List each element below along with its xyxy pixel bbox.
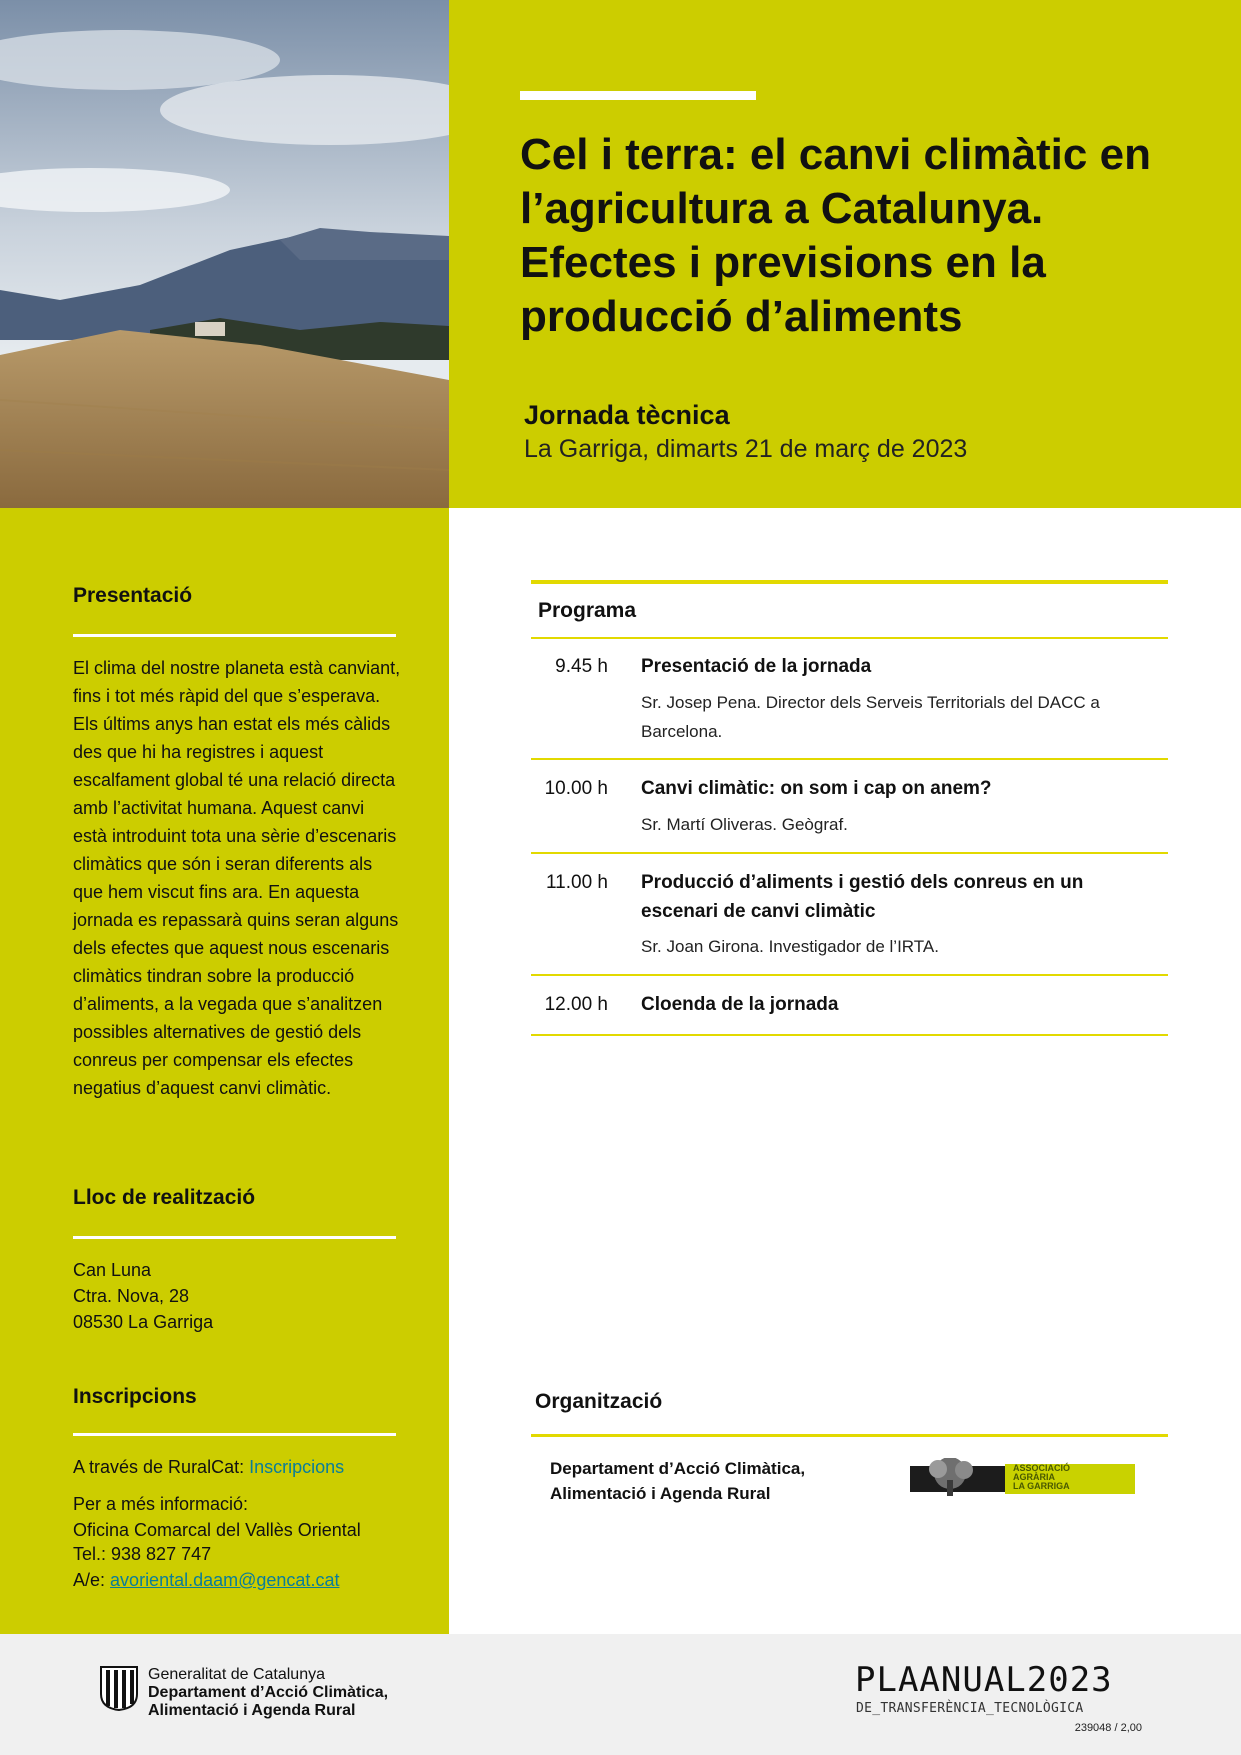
assoc-line-3: LA GARRIGA bbox=[1013, 1481, 1070, 1491]
info-office: Oficina Comarcal del Vallès Oriental bbox=[73, 1520, 361, 1540]
inscripcions-heading: Inscripcions bbox=[73, 1385, 197, 1408]
info-label: Per a més informació: bbox=[73, 1494, 249, 1514]
gen-line-3: Alimentació i Agenda Rural bbox=[148, 1702, 356, 1719]
program-divider-2 bbox=[531, 852, 1168, 854]
info-tel: Tel.: 938 827 747 bbox=[73, 1544, 212, 1564]
inscripcions-via-prefix: A través de RuralCat: bbox=[73, 1457, 245, 1477]
program-item-1-time: 9.45 h bbox=[555, 656, 608, 677]
programa-heading: Programa bbox=[538, 599, 637, 622]
generalitat-text bbox=[148, 1666, 388, 1720]
lloc-heading: Lloc de realització bbox=[73, 1186, 256, 1209]
document-code: 239048 / 2,00 bbox=[1074, 1722, 1142, 1734]
program-item-1-speaker: Sr. Josep Pena. Director dels Serveis Territorials del DACC a Barcelona. bbox=[641, 693, 1100, 741]
program-item-4-time: 12.00 h bbox=[544, 994, 608, 1015]
event-title: Cel i terra: el canvi climàtic en l’agricultura a Catalunya. Efectes i previsions en la producció d’aliments bbox=[520, 130, 1151, 341]
program-item-3-time: 11.00 h bbox=[546, 872, 608, 893]
title-accent-bar bbox=[520, 91, 756, 100]
inscripcions-link[interactable]: Inscripcions bbox=[249, 1457, 345, 1477]
programa-top-rule bbox=[531, 580, 1168, 584]
info-email-link[interactable]: avoriental.daam@gencat.cat bbox=[110, 1570, 340, 1590]
info-email-prefix: A/e: bbox=[73, 1570, 106, 1590]
lloc-line-1: Can Luna bbox=[73, 1260, 152, 1280]
inscripcions-rule bbox=[73, 1433, 396, 1436]
info-email-line bbox=[73, 1566, 339, 1594]
assoc-line-2: AGRÀRIA bbox=[1013, 1472, 1055, 1482]
generalitat-logo-icon bbox=[98, 1664, 140, 1712]
program-bottom-rule bbox=[531, 1034, 1168, 1036]
assoc-line-1: ASSOCIACIÓ bbox=[1013, 1463, 1071, 1473]
event-date-line: La Garriga, dimarts 21 de març de 2023 bbox=[524, 435, 968, 463]
program-item-1-title: Presentació de la jornada bbox=[641, 656, 872, 677]
organitzacio-department: Departament d’Acció Climàtica, Alimentació i Agenda Rural bbox=[550, 1459, 806, 1503]
organitzacio-heading: Organització bbox=[535, 1390, 663, 1413]
gen-line-1: Generalitat de Catalunya bbox=[148, 1666, 325, 1683]
hero-landscape-image bbox=[0, 0, 449, 508]
plan-anual-subtitle: DE_TRANSFERÈNCIA_TECNOLÒGICA bbox=[856, 1701, 1084, 1716]
presentacio-rule bbox=[73, 634, 396, 637]
presentacio-heading: Presentació bbox=[73, 584, 193, 607]
program-item-3-title: Producció d’aliments i gestió dels conreus en un escenari de canvi climàtic bbox=[641, 872, 1084, 922]
event-subtitle: Jornada tècnica bbox=[524, 400, 730, 430]
program-item-3-speaker: Sr. Joan Girona. Investigador de l’IRTA. bbox=[641, 937, 939, 956]
plan-anual-title: PLAANUAL2023 bbox=[855, 1660, 1113, 1700]
presentacio-body: El clima del nostre planeta està canviant, fins i tot més ràpid del que s’esperava. Els últims anys han estat els més càlids des que hi ha registres i aquest escalfament global té una relació directa amb l’activitat humana. Aquest canvi està introduint tota una sèrie d’escenaris climàtics que són i seran diferents als que hem viscut fins ara. En aquesta jornada es repassarà quins seran alguns dels efectes que aquest nous escenaris climàtics tindran sobre la producció d’aliments, a la vegada que s’analitzen possibles alternatives de gestió dels conreus per compensar els efectes negatius d’aquest canvi climàtic. bbox=[73, 658, 401, 1098]
program-divider-3 bbox=[531, 974, 1168, 976]
lloc-rule bbox=[73, 1236, 396, 1239]
program-divider-1 bbox=[531, 758, 1168, 760]
program-item-2-title: Canvi climàtic: on som i cap on anem? bbox=[641, 778, 992, 799]
associacio-agraria-logo bbox=[910, 1458, 1135, 1500]
lloc-line-3: 08530 La Garriga bbox=[73, 1312, 214, 1332]
inscripcions-via bbox=[73, 1453, 344, 1481]
lloc-line-2: Ctra. Nova, 28 bbox=[73, 1286, 190, 1306]
programa-rule bbox=[531, 637, 1168, 639]
program-item-4-title: Cloenda de la jornada bbox=[641, 994, 839, 1015]
program-item-2-speaker: Sr. Martí Oliveras. Geògraf. bbox=[641, 815, 848, 834]
program-item-2-time: 10.00 h bbox=[544, 778, 608, 799]
gen-line-2: Departament d’Acció Climàtica, bbox=[148, 1684, 389, 1701]
organitzacio-rule bbox=[531, 1434, 1168, 1437]
